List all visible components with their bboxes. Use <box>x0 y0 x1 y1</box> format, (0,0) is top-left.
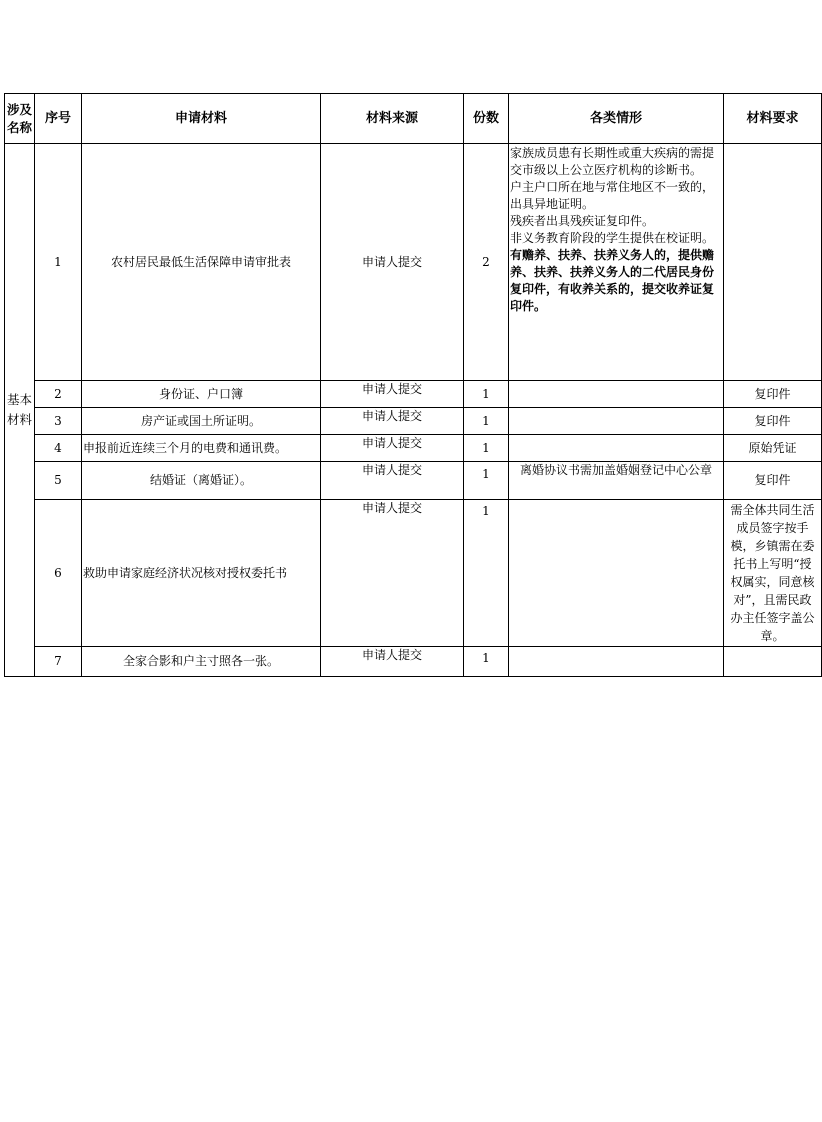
requirement-cell <box>724 647 822 677</box>
seq-cell: 7 <box>35 647 82 677</box>
table-row <box>5 500 822 647</box>
source-cell: 申请人提交 <box>321 647 464 677</box>
copies-cell: 1 <box>464 500 509 647</box>
table-row <box>5 462 822 500</box>
source-cell: 申请人提交 <box>321 435 464 462</box>
situation-line: 户主户口所在地与常住地区不一致的，出具异地证明。 <box>510 180 715 211</box>
header-material: 申请材料 <box>82 94 321 144</box>
header-category: 涉及名称 <box>5 94 35 144</box>
requirement-cell: 复印件 <box>724 381 822 408</box>
material-cell: 全家合影和户主寸照各一张。 <box>82 647 321 677</box>
copies-cell: 1 <box>464 435 509 462</box>
seq-cell: 6 <box>35 500 82 647</box>
requirement-cell: 原始凭证 <box>724 435 822 462</box>
header-requirement: 材料要求 <box>724 94 822 144</box>
material-cell: 申报前近连续三个月的电费和通讯费。 <box>82 435 321 462</box>
source-cell: 申请人提交 <box>321 381 464 408</box>
table-row <box>5 408 822 435</box>
table-row <box>5 381 822 408</box>
seq-cell: 2 <box>35 381 82 408</box>
category-cell: 基本材料 <box>5 144 35 677</box>
situations-cell <box>509 408 724 435</box>
table-row <box>5 647 822 677</box>
situations-cell <box>509 647 724 677</box>
table-row <box>5 435 822 462</box>
copies-cell: 2 <box>464 144 509 381</box>
situations-cell <box>509 144 724 381</box>
source-cell: 申请人提交 <box>321 462 464 500</box>
material-cell: 结婚证（离婚证）。 <box>82 462 321 500</box>
situation-line-bold: 有赡养、扶养、扶养义务人的，提供赡养、扶养、扶养义务人的二代居民身份复印件，有收养关系的，提交收养证复印件。 <box>510 248 715 313</box>
materials-table <box>4 93 822 677</box>
requirement-cell: 需全体共同生活成员签字按手模，乡镇需在委托书上写明“授权属实，同意核对”，且需民政办主任签字盖公章。 <box>724 500 822 647</box>
material-cell: 房产证或国土所证明。 <box>82 408 321 435</box>
material-cell: 农村居民最低生活保障申请审批表 <box>82 144 321 381</box>
source-cell: 申请人提交 <box>321 144 464 381</box>
situation-line: 家族成员患有长期性或重大疾病的需提交市级以上公立医疗机构的诊断书。 <box>510 146 715 177</box>
copies-cell: 1 <box>464 647 509 677</box>
requirement-cell: 复印件 <box>724 462 822 500</box>
situation-line: 非义务教育阶段的学生提供在校证明。 <box>510 231 715 245</box>
copies-cell: 1 <box>464 462 509 500</box>
situations-cell <box>509 435 724 462</box>
header-seq: 序号 <box>35 94 82 144</box>
seq-cell: 3 <box>35 408 82 435</box>
header-row <box>5 94 822 144</box>
header-situations: 各类情形 <box>509 94 724 144</box>
header-source: 材料来源 <box>321 94 464 144</box>
requirement-cell <box>724 144 822 381</box>
situation-line: 残疾者出具残疾证复印件。 <box>510 214 655 228</box>
seq-cell: 4 <box>35 435 82 462</box>
table-row <box>5 144 822 381</box>
situations-cell <box>509 500 724 647</box>
seq-cell: 5 <box>35 462 82 500</box>
source-cell: 申请人提交 <box>321 408 464 435</box>
material-cell: 救助申请家庭经济状况核对授权委托书 <box>82 500 321 647</box>
header-copies: 份数 <box>464 94 509 144</box>
seq-cell: 1 <box>35 144 82 381</box>
material-cell: 身份证、户口簿 <box>82 381 321 408</box>
situations-cell: 离婚协议书需加盖婚姻登记中心公章 <box>509 462 724 500</box>
requirement-cell: 复印件 <box>724 408 822 435</box>
copies-cell: 1 <box>464 408 509 435</box>
copies-cell: 1 <box>464 381 509 408</box>
situations-cell <box>509 381 724 408</box>
source-cell: 申请人提交 <box>321 500 464 647</box>
